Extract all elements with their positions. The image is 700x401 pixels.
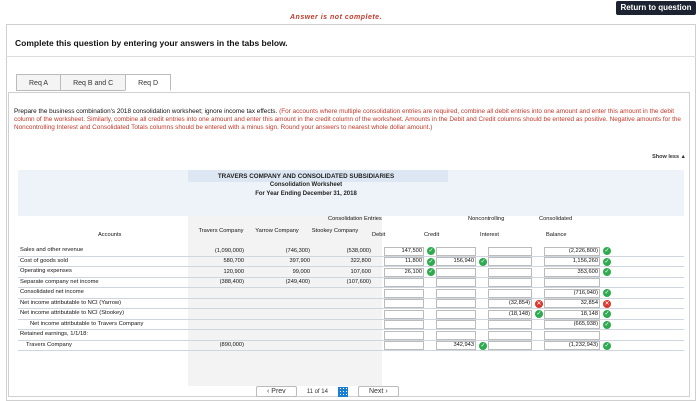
nci-input[interactable] [488,268,532,277]
divider [6,56,696,57]
credit-value: 342,943 [453,342,474,348]
credit-header: Credit [424,232,440,238]
tab-req-b-and-c[interactable]: Req B and C [60,74,126,91]
prep-instructions [14,108,682,133]
completion-status: Answer is not complete. [290,14,383,21]
yarrow-value: (249,400) [285,279,310,285]
incorrect-icon: ✕ [604,300,610,307]
correct-icon: ✓ [604,311,610,317]
return-to-question-button[interactable]: Return to question [616,1,696,15]
debit-input[interactable] [384,289,424,298]
nci-input[interactable] [488,289,532,298]
correct-icon: ✓ [604,258,610,265]
tab-req-d[interactable]: Req D [125,74,171,91]
nci-input[interactable] [488,331,532,340]
yarrow-value: 397,900 [289,258,310,264]
nci-header: Interest [480,232,499,238]
travers-value: 580,700 [223,258,244,264]
nci-value: (32,854) [508,300,530,306]
accounts-header: Accounts [98,232,122,238]
travers-header: Travers Company [198,228,244,234]
debit-input[interactable] [384,299,424,308]
prep-note: (For accounts where multiple consolidation entries are required, combine all debit entries into one amount and enter this amount in the debit column of the worksheet. Similarly, combine all credit entries into one amount and enter this amount in the credit column of the worksheet. Amounts in the Debit and Credit columns should be entered as positive. Negative amounts for the Noncontrolling Interest and Consolidated Totals columns should be entered with a minus sign. Round your answers to nearest whole dollar amount.) [14,108,681,132]
nci-input[interactable] [488,341,532,350]
account-label: Travers Company [26,341,72,348]
stookey-value: (538,000) [346,247,371,254]
balance-input[interactable] [544,278,600,287]
next-label: Next [368,388,384,395]
entries-group-header: Consolidation Entries [328,216,382,222]
correct-icon: ✓ [536,311,542,317]
correct-icon: ✓ [604,321,610,328]
tab-req-a[interactable]: Req A [16,74,61,91]
correct-icon: ✓ [604,269,610,275]
credit-input[interactable] [436,320,476,329]
page-of: of [314,388,320,395]
correct-icon: ✓ [480,258,486,265]
debit-input[interactable] [384,320,424,329]
nci-group-header: Noncontrolling [468,216,505,222]
stookey-column-bg [320,216,382,386]
debit-header: Debit [372,232,386,238]
account-label: Net income attributable to NCI (Yarrow) [20,299,122,306]
correct-icon: ✓ [480,342,486,349]
account-label: Retained earnings, 1/1/18: [20,331,89,337]
page-counter [307,389,328,395]
debit-value: 147,500 [401,247,422,254]
prep-lead: Prepare the business combination's 2018 consolidation worksheet; ignore income tax effects. [14,108,278,115]
nci-input[interactable] [488,278,532,287]
correct-icon: ✓ [604,290,610,296]
account-label: Separate company net income [20,278,99,285]
travers-value: (1,090,000) [214,247,244,254]
stookey-value: 322,800 [350,258,371,264]
worksheet-period: For Year Ending December 31, 2018 [255,191,357,197]
balance-value: (716,940) [573,289,598,296]
page-total: 14 [321,388,328,395]
stookey-value: (107,600) [346,279,371,285]
pagination [256,386,399,397]
debit-input[interactable] [384,341,424,350]
stookey-header: Stookey Company [311,228,359,234]
debit-input[interactable] [384,310,424,319]
account-label: Cost of goods sold [20,257,69,264]
nci-input[interactable] [488,320,532,329]
debit-input[interactable] [384,278,424,287]
credit-input[interactable] [436,331,476,340]
credit-input[interactable] [436,278,476,287]
worksheet-title-block [196,172,416,199]
worksheet-subtitle: Consolidation Worksheet [269,182,343,188]
balance-value: 18,148 [580,310,598,317]
correct-icon: ✓ [428,258,434,265]
nci-value: (18,148) [508,310,530,317]
credit-input[interactable] [436,310,476,319]
prev-label: Prev [271,388,286,395]
yarrow-value: 99,000 [292,268,310,275]
credit-input[interactable] [436,268,476,277]
account-label: Operating expenses [20,268,72,274]
correct-icon: ✓ [604,342,610,349]
balance-header: Balance [546,232,567,238]
yarrow-header: Yarrow Company [255,228,299,234]
correct-icon: ✓ [428,248,434,254]
worksheet-title: TRAVERS COMPANY AND CONSOLIDATED SUBSIDIARIES [217,173,395,180]
next-button[interactable]: Next › [358,386,399,397]
row-divider [18,350,684,351]
consolidation-worksheet [18,170,684,386]
account-label: Sales and other revenue [20,247,84,253]
account-label: Net income attributable to NCI (Stookey) [20,310,125,316]
account-label: Net income attributable to Travers Company [30,320,144,327]
balance-value: (1,232,943) [568,342,598,348]
balance-value: 32,854 [580,300,598,306]
balance-value: 353,600 [577,268,598,275]
correct-icon: ✓ [604,248,610,254]
correct-icon: ✓ [428,269,434,275]
balance-value: (2,226,800) [568,247,598,254]
balance-value: 1,156,260 [572,258,598,264]
incorrect-icon: ✕ [536,300,542,307]
credit-input[interactable] [436,247,476,256]
yarrow-column-bg [254,216,320,386]
consolidated-group-header: Consolidated [539,216,573,222]
yarrow-value: (746,300) [285,247,310,254]
credit-input[interactable] [436,299,476,308]
show-less-toggle[interactable]: Show less ▲ [652,154,686,160]
debit-value: 26,100 [404,268,422,275]
balance-value: (665,938) [573,321,598,327]
page-current: 11 [306,388,313,395]
balance-input[interactable] [544,331,600,340]
credit-input[interactable] [436,289,476,298]
travers-value: (890,000) [219,342,244,348]
travers-value: (388,400) [219,279,244,285]
travers-value: 120,900 [223,268,244,275]
question-grid-icon[interactable] [338,387,348,397]
instructions: Complete this question by entering your answers in the tabs below. [15,38,288,48]
debit-value: 11,800 [405,258,422,264]
debit-input[interactable] [384,331,424,340]
tab-bar [16,74,170,91]
nci-input[interactable] [488,247,532,256]
travers-column-bg [188,216,254,386]
credit-value: 156,940 [453,258,474,264]
stookey-value: 107,600 [350,268,371,275]
account-label: Consolidated net income [20,289,84,295]
nci-input[interactable] [488,257,532,266]
prev-button[interactable]: ‹ Prev [256,386,297,397]
